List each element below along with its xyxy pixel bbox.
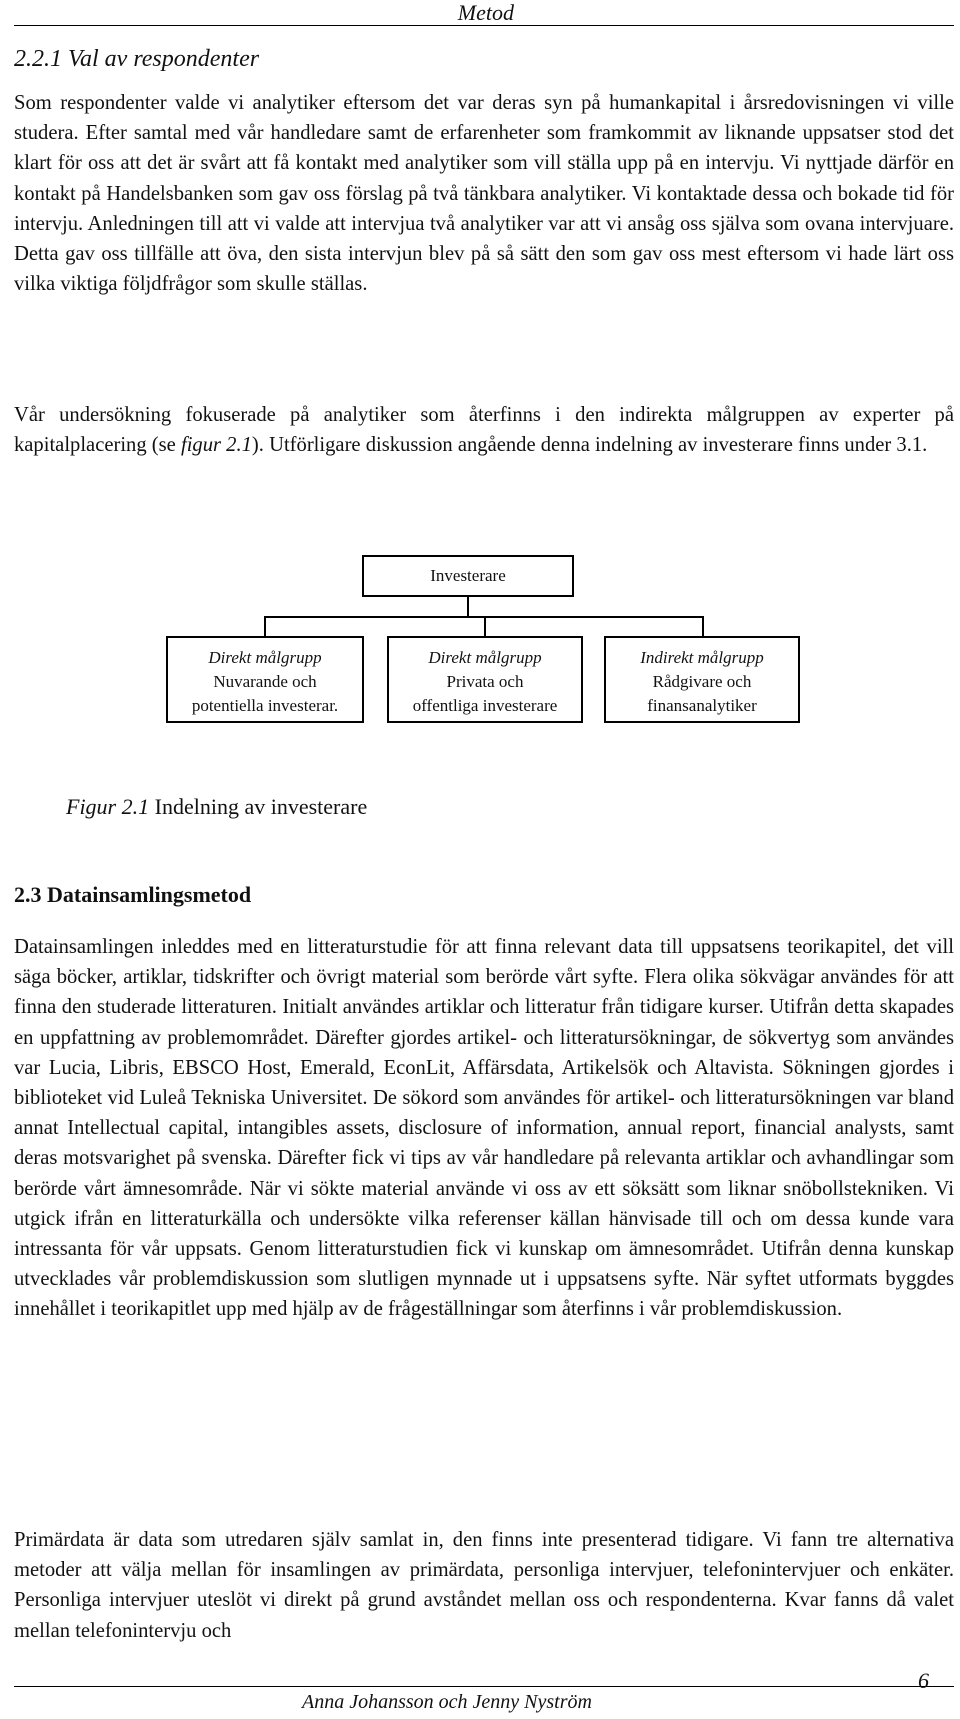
paragraph-focus-before: Vår undersökning fokuserade på analytiker som återfinns i den indirekta målgruppen av experter på kapitalplacering (se [14,404,954,457]
connector-right [702,616,704,636]
paragraph-focus-after: ). Utförligare diskussion angående denna indelning av investerare finns under 3.1. [251,434,928,457]
footer-rule [14,1686,954,1687]
diagram-root-box [362,555,574,597]
box-line: Rådgivare och [652,672,752,691]
header-rule [14,25,954,26]
box-line: Privata och [446,672,524,691]
box-group-label: Direkt målgrupp [428,648,542,667]
box-group-label: Indirekt målgrupp [640,648,764,667]
footer-authors: Anna Johansson och Jenny Nyström [302,1691,592,1713]
connector-horizontal [264,616,704,618]
diagram-box-indirect [604,636,800,723]
paragraph-focus [14,400,954,460]
section-title: 2.3 Datainsamlingsmetod [14,882,252,907]
box-line: offentliga investerare [412,696,558,715]
diagram-box-direct-public [387,636,583,723]
box-line: finansanalytiker [647,696,757,715]
box-group-label: Direkt målgrupp [208,648,322,667]
subsection-title: 2.2.1 Val av respondenter [14,46,260,72]
figure-reference: figur 2.1 [180,434,252,457]
box-line: Nuvarande och [213,672,317,691]
connector-left [264,616,266,636]
page-number: 6 [918,1668,929,1693]
connector-middle [484,616,486,636]
diagram-box-direct-current [166,636,364,723]
running-header: Metod [457,0,514,25]
figure-caption-text: Indelning av investerare [149,794,368,819]
figure-caption [66,794,367,820]
diagram-root-label: Investerare [430,566,506,585]
paragraph-primary-data: Primärdata är data som utredaren själv samlat in, den finns inte presenterad tidigare. Vi fann tre alternativa metoder att välja mellan för insamlingen av primärdata, personliga intervjuer, telefonintervjuer och enkäter. Personliga intervjuer uteslöt vi direkt på grund avståndet mellan oss och respondenterna. Kvar fanns då valet mellan telefonintervju och [14,1529,954,1642]
connector-root-stem [467,597,469,617]
paragraph-data-collection: Datainsamlingen inleddes med en litteraturstudie för att finna relevant data till uppsatsens teorikapitel, det vill säga böcker, artiklar, tidskrifter och övrigt material som berörde vårt syfte. Flera olika sökvägar användes för att finna den studerade litteraturen. Initialt användes artiklar och litteratur från tidigare kurser. Utifrån detta skapades en uppfattning av problemområdet. Därefter gjordes artikel- och litteratursökningar, de sökvertyg som användes var Lucia, Libris, EBSCO Host, Emerald, EconLit, Affärsdata, Artikelsök och Altavista. Sökningen gjordes i biblioteket vid Luleå Tekniska Universitet. De sökord som användes för artikel- och litteratursökningen var bland annat Intellectual capital, intangibles assets, disclosure of information, annual report, financial analysts, samt deras motsvarighet på svenska. Därefter fick vi tips av vår handledare på relevanta artiklar och avhandlingar som berörde vårt ämnesområde. När vi sökte material använde vi oss av ett söksätt som liknar snöbollstekniken. Vi utgick ifrån en litteraturkälla och undersökte vilka referenser källan hänvisade till och om dessa kunde vara intressanta för vår uppsats. Genom litteraturstudien fick vi kunskap om ämnesområdet. Utifrån denna kunskap utvecklades vår problemdiskussion som slutligen mynnade ut i uppsatsens syfte. När syftet utformats byggdes innehållet i teorikapitlet upp med hjälp av de frågeställningar som återfinns i vår problemdiskussion. [14,936,954,1321]
figure-caption-label: Figur 2.1 [66,794,150,819]
box-line: potentiella investerar. [191,696,339,715]
paragraph-respondents: Som respondenter valde vi analytiker eftersom det var deras syn på humankapital i årsredovisningen vi ville studera. Efter samtal med vår handledare samt de erfarenheter som framkommit av liknande uppsatser stod det klart för oss att det är svårt att få kontakt med analytiker som vill ställa upp på en intervju. Vi nyttjade därför en kontakt på Handelsbanken som gav oss förslag på två tänkbara analytiker. Vi kontaktade dessa och bokade tid för intervju. Anledningen till att vi valde att intervjua två analytiker var att vi ansåg oss själva som ovana intervjuare. Detta gav oss tillfälle att öva, den sista intervjun blev på så sätt den som gav oss mest eftersom vi hade lärt oss vilka viktiga följdfrågor som skulle ställas. [14,92,954,296]
